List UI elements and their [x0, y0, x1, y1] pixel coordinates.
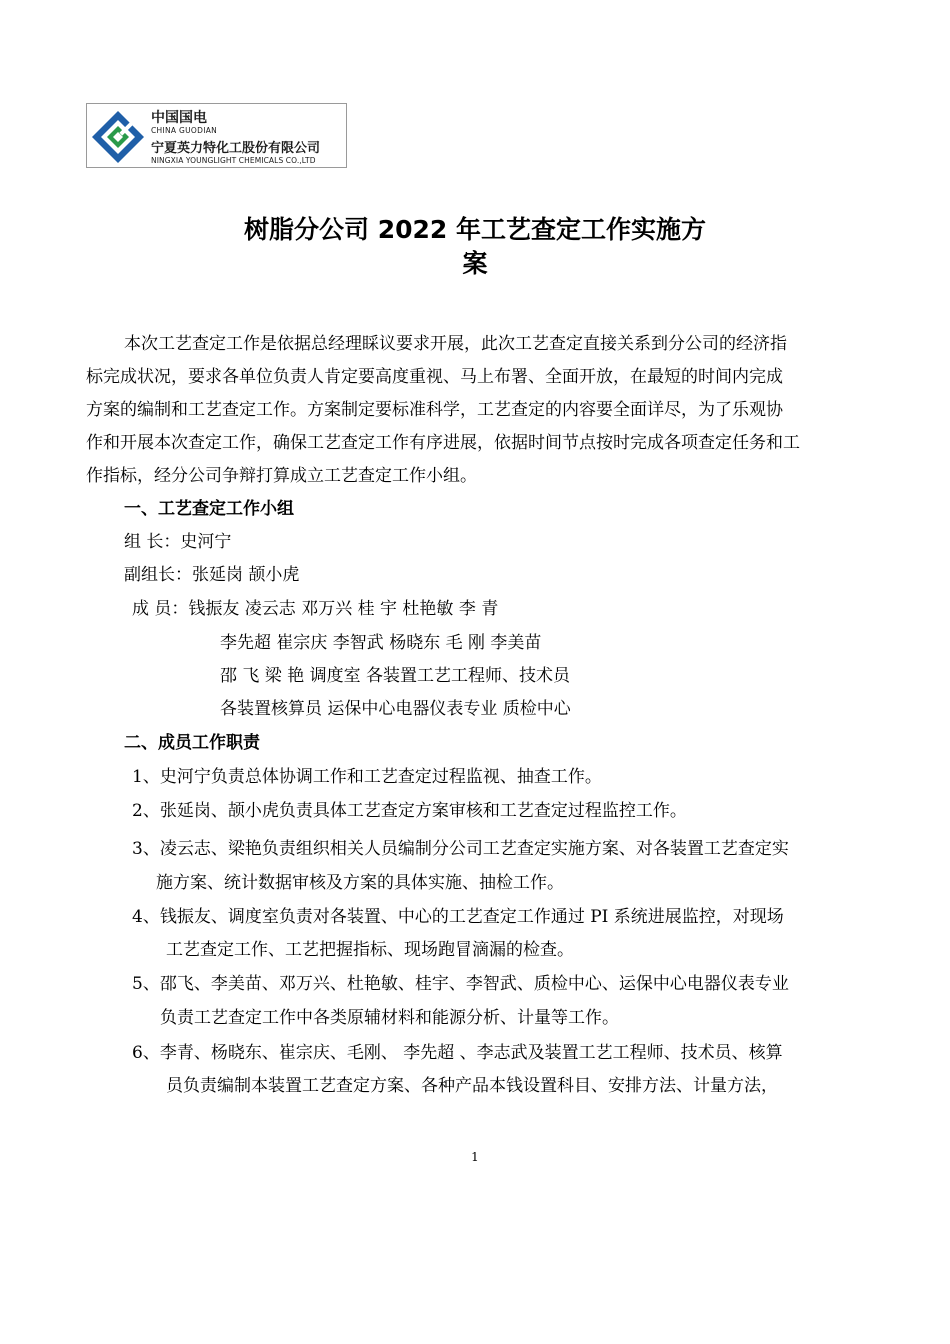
- intro-line: 作指标，经分公司争辩打算成立工艺查定工作小组。: [86, 466, 477, 486]
- group-members-line: 各装置核算员 运保中心电器仪表专业 质检中心: [220, 699, 571, 719]
- logo-en-group: CHINA GUODIAN: [151, 126, 218, 135]
- guodian-logo-icon: [89, 108, 147, 166]
- logo-cn-group: 中国国电: [151, 110, 207, 126]
- duty-item: 5、邵飞、李美苗、邓万兴、杜艳敏、桂宇、李智武、质检中心、运保中心电器仪表专业: [132, 974, 789, 994]
- logo-cn-company: 宁夏英力特化工股份有限公司: [151, 141, 321, 156]
- group-members-line: 成 员：钱振友 凌云志 邓万兴 桂 宇 杜艳敏 李 青: [132, 599, 499, 619]
- intro-line: 作和开展本次查定工作，确保工艺查定工作有序进展，依据时间节点按时完成各项查定任务和工: [86, 433, 800, 453]
- duty-item-cont: 员负责编制本装置工艺查定方案、各种产品本钱设置科目、安排方法、计量方法，: [166, 1076, 778, 1096]
- intro-line: 方案的编制和工艺查定工作。方案制定要标准科学，工艺查定的内容要全面详尽，为了乐观协: [86, 400, 783, 420]
- section-heading: 一、工艺查定工作小组: [124, 499, 294, 519]
- company-logo: [86, 103, 347, 168]
- group-members-line: 李先超 崔宗庆 李智武 杨晓东 毛 刚 李美苗: [220, 633, 542, 653]
- duty-item: 6、李青、杨晓东、崔宗庆、毛刚、 李先超 、李志武及装置工艺工程师、技术员、核算: [132, 1043, 783, 1063]
- section-heading: 二、成员工作职责: [124, 733, 260, 753]
- intro-line: 标完成状况，要求各单位负责人肯定要高度重视、马上布署、全面开放，在最短的时间内完成: [86, 367, 783, 387]
- title-line-1: 树脂分公司 2022 年工艺查定工作实施方: [244, 215, 706, 244]
- duty-item-cont: 负责工艺查定工作中各类原辅材料和能源分析、计量等工作。: [160, 1008, 619, 1028]
- duty-item: 4、钱振友、调度室负责对各装置、中心的工艺查定工作通过 PI 系统进展监控，对现场: [132, 907, 784, 927]
- logo-en-company: NINGXIA YOUNGLIGHT CHEMICALS CO.,LTD: [151, 156, 316, 165]
- title-line-2: 案: [462, 249, 488, 278]
- duty-item: 3、凌云志、梁艳负责组织相关人员编制分公司工艺查定实施方案、对各装置工艺查定实: [132, 839, 789, 859]
- duty-item: 1、史河宁负责总体协调工作和工艺查定过程监视、抽查工作。: [132, 767, 602, 787]
- duty-item-cont: 施方案、统计数据审核及方案的具体实施、抽检工作。: [156, 873, 564, 893]
- group-leader: 组 长：史河宁: [124, 532, 232, 552]
- duty-item: 2、张延岗、颉小虎负责具体工艺查定方案审核和工艺查定过程监控工作。: [132, 801, 687, 821]
- group-members-line: 邵 飞 梁 艳 调度室 各装置工艺工程师、技术员: [220, 666, 571, 686]
- group-deputy: 副组长：张延岗 颉小虎: [124, 565, 300, 585]
- intro-line: 本次工艺查定工作是依据总经理睬议要求开展，此次工艺查定直接关系到分公司的经济指: [124, 334, 787, 354]
- duty-item-cont: 工艺查定工作、工艺把握指标、现场跑冒滴漏的检查。: [166, 940, 574, 960]
- page-number: 1: [471, 1150, 479, 1164]
